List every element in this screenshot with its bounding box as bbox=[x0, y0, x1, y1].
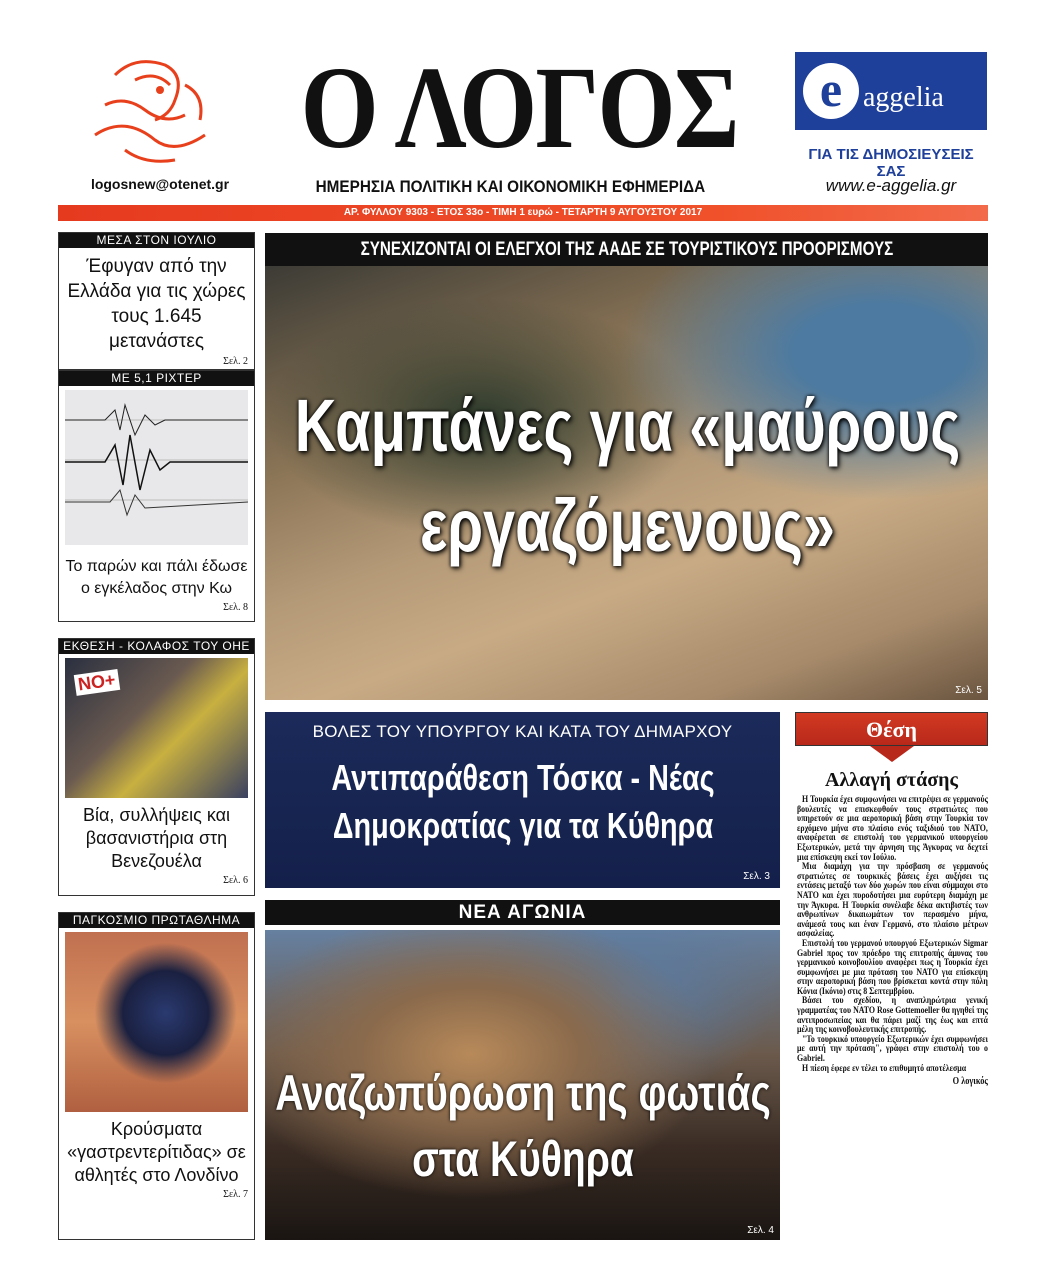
sidebar-story[interactable] bbox=[58, 370, 255, 622]
athlete-photo bbox=[65, 932, 248, 1112]
seismograph-photo bbox=[65, 390, 248, 545]
page-ref: Σελ. 2 bbox=[223, 356, 248, 367]
opinion-body bbox=[797, 796, 988, 1087]
issue-bar: ΑΡ. ΦΥΛΛΟΥ 9303 - ΕΤΟΣ 33ο - ΤΙΜΗ 1 ευρώ - ΤΕΤΑΡΤΗ 9 ΑΥΓΟΥΣΤΟΥ 2017 bbox=[58, 205, 988, 221]
newspaper-subtitle-wrap bbox=[262, 176, 758, 198]
second-headline: Αντιπαράθεση Τόσκα - Νέας Δημοκρατίας για τα Κύθηρα bbox=[331, 757, 715, 846]
story-kicker: ΜΕΣΑ ΣΤΟΝ ΙΟΥΛΙΟ bbox=[59, 233, 254, 248]
protest-sign: NO+ bbox=[74, 669, 120, 696]
sidebar-story[interactable] bbox=[58, 912, 255, 1240]
lead-headline: Καμπάνες για «μαύρους εργαζόμενους» bbox=[294, 384, 960, 567]
lead-story-photo[interactable] bbox=[265, 266, 988, 700]
ad-tagline: ΓΙΑ ΤΙΣ ΔΗΜΟΣΙΕΥΣΕΙΣ ΣΑΣ bbox=[808, 146, 974, 180]
second-story[interactable] bbox=[265, 712, 780, 888]
third-kicker: ΝΕΑ ΑΓΩΝΙΑ bbox=[265, 900, 780, 925]
page-ref: Σελ. 8 bbox=[223, 602, 248, 613]
opinion-signature: Ο λογικός bbox=[952, 1076, 988, 1088]
eaggelia-logo-text: aggelia bbox=[863, 82, 944, 113]
protest-photo bbox=[65, 658, 248, 798]
second-kicker: ΒΟΛΕΣ ΤΟΥ ΥΠΟΥΡΓΟΥ ΚΑΙ ΚΑΤΑ ΤΟΥ ΔΗΜΑΡΧΟΥ bbox=[312, 722, 733, 741]
page-ref: Σελ. 6 bbox=[223, 875, 248, 886]
story-text: Το παρών και πάλι έδωσε ο εγκέλαδος στην Κω bbox=[65, 558, 248, 597]
page-ref: Σελ. 3 bbox=[743, 871, 770, 882]
opinion-paragraph: Επιστολή του γερμανού υπουργού Εξωτερικών Sigmar Gabriel προς τον πρόεδρο της επιτροπής άμυνας του γερμανικού κοινοβουλίου αναφέρει πως η Τουρκία έχει συμφωνήσει με μια πρόταση του ΝΑΤΟ για επίσκεψη στην αεροπορική βάση που βρίσκεται κοντά στην πόλη Κόνια (Ικόνιο) στις 8 Σεπτεμβρίου. bbox=[797, 938, 988, 997]
logo-illustration bbox=[75, 55, 235, 170]
opinion-title: Αλλαγή στάσης bbox=[825, 769, 958, 791]
opinion-paragraph: Βάσει του σχεδίου, η αναπληρώτρια γενική γραμματέας του ΝΑΤΟ Rose Gottemoeller θα ηγηθεί της αντιπροσωπείας και θα πάρει μαζί της έως και επτά μέλη της κοινοβουλευτικής επιτροπής. bbox=[797, 996, 988, 1036]
lead-kicker: ΣΥΝΕΧΙΖΟΝΤΑΙ ΟΙ ΕΛΕΓΧΟΙ ΤΗΣ ΑΑΔΕ ΣΕ ΤΟΥΡΙΣΤΙΚΟΥΣ ΠΡΟΟΡΙΣΜΟΥΣ bbox=[360, 239, 893, 260]
opinion-paragraph: Η πίεση έφερε εν τέλει το επιθυμητό αποτέλεσμα bbox=[801, 1063, 967, 1074]
story-kicker: ΕΚΘΕΣΗ - ΚΟΛΑΦΟΣ ΤΟΥ ΟΗΕ bbox=[59, 639, 254, 654]
fire-photo[interactable] bbox=[265, 930, 780, 1240]
story-text: Κρούσματα «γαστρεντερίτιδας» σε αθλητές στο Λονδίνο bbox=[67, 1119, 246, 1185]
story-text: Έφυγαν από την Ελλάδα για τις χώρες τους 1.645 μετανάστες bbox=[67, 256, 246, 352]
eaggelia-ad[interactable] bbox=[795, 52, 987, 130]
newspaper-subtitle: ΗΜΕΡΗΣΙΑ ΠΟΛΙΤΙΚΗ ΚΑΙ ΟΙΚΟΝΟΜΙΚΗ ΕΦΗΜΕΡΙΔΑ bbox=[315, 177, 705, 196]
lead-kicker-bar bbox=[265, 233, 988, 266]
opinion-paragraph: Μια διαμάχη για την πρόσβαση σε γερμανούς στρατιώτες σε τουρκικές βάσεις έχει αυξήσει τις εντάσεις μεταξύ των δύο χωρών που είναι σύμμαχοι στο ΝΑΤΟ και έχει πυροδοτήσει μια ευρύτερη διαμάχη με την Άγκυρα. Η Τουρκία συνέλαβε δέκα ακτιβιστές των ανθρωπίνων δικαιωμάτων τον περασμένο μήνα, ανάμεσά τους και έναν Γερμανό, στο πλαίσιο μέτρων ασφαλείας. bbox=[797, 862, 988, 940]
opinion-section-label: Θέση bbox=[795, 712, 988, 746]
page-ref: Σελ. 7 bbox=[223, 1189, 248, 1200]
third-headline: Αναζωπύρωση της φωτιάς στα Κύθηρα bbox=[274, 1065, 771, 1187]
opinion-paragraph: Η Τουρκία έχει συμφωνήσει να επιτρέψει σε γερμανούς βουλευτές να επισκεφθούν τους στρατιώτες που υπηρετούν σε μια αεροπορική βάση στην Τουρκία τον ερχόμενο μήνα στο πλαίσιο ενός ταξιδιού του ΝΑΤΟ, αναφέρεται σε επιστολή του γερμανικού υπουργείου Εξωτερικών, μετά την άρνηση της Άγκυρας να δεχτεί μια επίσκεψη εκεί τον Ιούλιο. bbox=[797, 795, 988, 863]
story-kicker: ΠΑΓΚΟΣΜΙΟ ΠΡΩΤΑΘΛΗΜΑ bbox=[59, 913, 254, 928]
eaggelia-logo-letter: e bbox=[803, 63, 859, 119]
page-ref: Σελ. 4 bbox=[747, 1225, 774, 1236]
ad-url[interactable]: www.e-aggelia.gr bbox=[825, 176, 957, 195]
story-text: Βία, συλλήψεις και βασανιστήρια στη Βενεζουέλα bbox=[82, 805, 231, 871]
newspaper-title-wrap bbox=[262, 42, 758, 173]
sidebar-story[interactable] bbox=[58, 638, 255, 896]
opinion-paragraph: "Το τουρκικό υπουργείο Εξωτερικών έχει συμφωνήσει με αυτή την πρόταση", γράφει στην επιστολή του ο Gabriel. bbox=[797, 1034, 988, 1065]
opinion-arrow bbox=[870, 746, 914, 762]
newspaper-title: Ο ΛΟΓΟΣ bbox=[300, 42, 738, 173]
sidebar-story[interactable] bbox=[58, 232, 255, 370]
page-ref: Σελ. 5 bbox=[955, 685, 982, 696]
story-kicker: ΜΕ 5,1 ΡΙΧΤΕΡ bbox=[59, 371, 254, 386]
email[interactable]: logosnew@otenet.gr bbox=[90, 176, 230, 192]
